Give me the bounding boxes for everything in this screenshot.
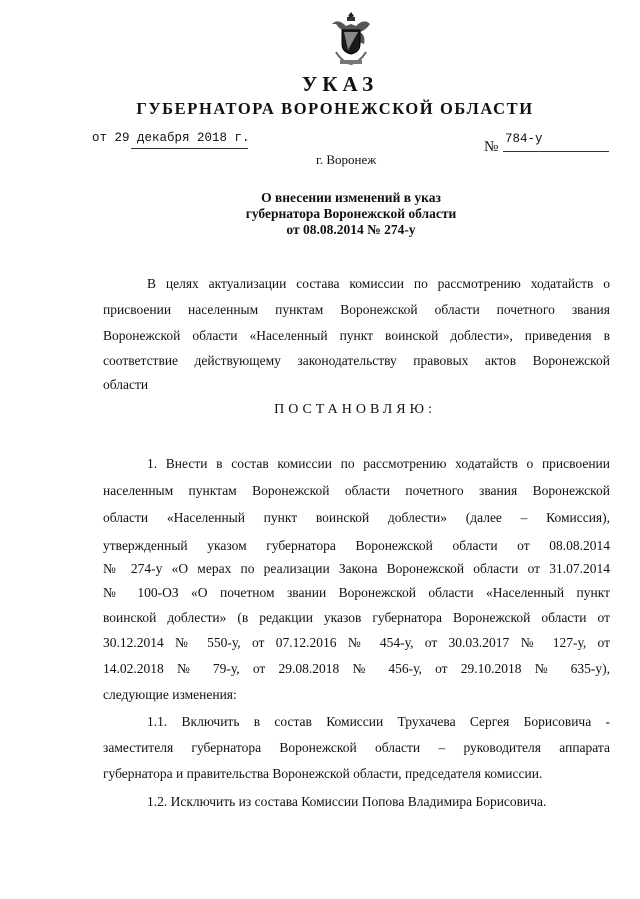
city: г. Воронеж [316,152,377,167]
body-line: 1.2. Исключить из состава Комиссии Попова Владимира Борисовича. [147,794,547,809]
document-date: от 29 декабря 2018 г. [92,131,250,145]
body-line: воинской доблести» (в редакции указов губернатора Воронежской области от [103,610,610,625]
body-line: 14.02.2018 № 79-у, от 29.08.2018 № 456-у, от 29.10.2018 № 635-у), [103,661,610,676]
subject-line-1: О внесении изменений в указ [261,190,441,205]
body-line: области «Населенный пункт воинской доблести» (далее – Комиссия), [103,510,610,525]
preamble-line: соответствие действующему законодательству правовых актов Воронежской [103,353,610,368]
body-line: населенным пунктам Воронежской области почетного звания Воронежской [103,483,610,498]
preamble-line: В целях актуализации состава комиссии по рассмотрению ходатайств о [147,276,610,291]
body-line: 1. Внести в состав комиссии по рассмотрению ходатайств о присвоении [147,456,610,471]
body-line: № 100-ОЗ «О почетном звании Воронежской области «Населенный пункт [103,585,610,600]
subject-line-2: губернатора Воронежской области [245,206,457,221]
date-underline [131,148,248,149]
body-line: следующие изменения: [103,687,237,702]
document-type-title: УКАЗ [301,72,379,96]
preamble-line: присвоении населенным пунктам Воронежской области почетного звания [103,302,610,317]
issuer-title: ГУБЕРНАТОРА ВОРОНЕЖСКОЙ ОБЛАСТИ [136,99,534,118]
coat-of-arms-icon [328,8,374,68]
preamble-line: Воронежской области «Населенный пункт воинской доблести», приведения в [103,328,610,343]
body-line: губернатора и правительства Воронежской области, председателя комиссии. [103,766,543,781]
preamble-line: области [103,377,149,392]
body-line: 1.1. Включить в состав Комиссии Трухачева Сергея Борисовича - [147,714,610,729]
body-line: № 274-у «О мерах по реализации Закона Воронежской области от 31.07.2014 [103,561,610,576]
body-line: 30.12.2014 № 550-у, от 07.12.2016 № 454-у, от 30.03.2017 № 127-у, от [103,635,610,650]
body-line: заместителя губернатора Воронежской области – руководителя аппарата [103,740,610,755]
document-number: 784-у [505,132,543,146]
number-sign: № [484,139,499,155]
decree-heading: ПОСТАНОВЛЯЮ: [274,402,436,417]
number-underline [503,151,609,152]
subject-line-3: от 08.08.2014 № 274-у [286,222,416,237]
body-line: утвержденный указом губернатора Воронежской области от 08.08.2014 [103,538,610,553]
